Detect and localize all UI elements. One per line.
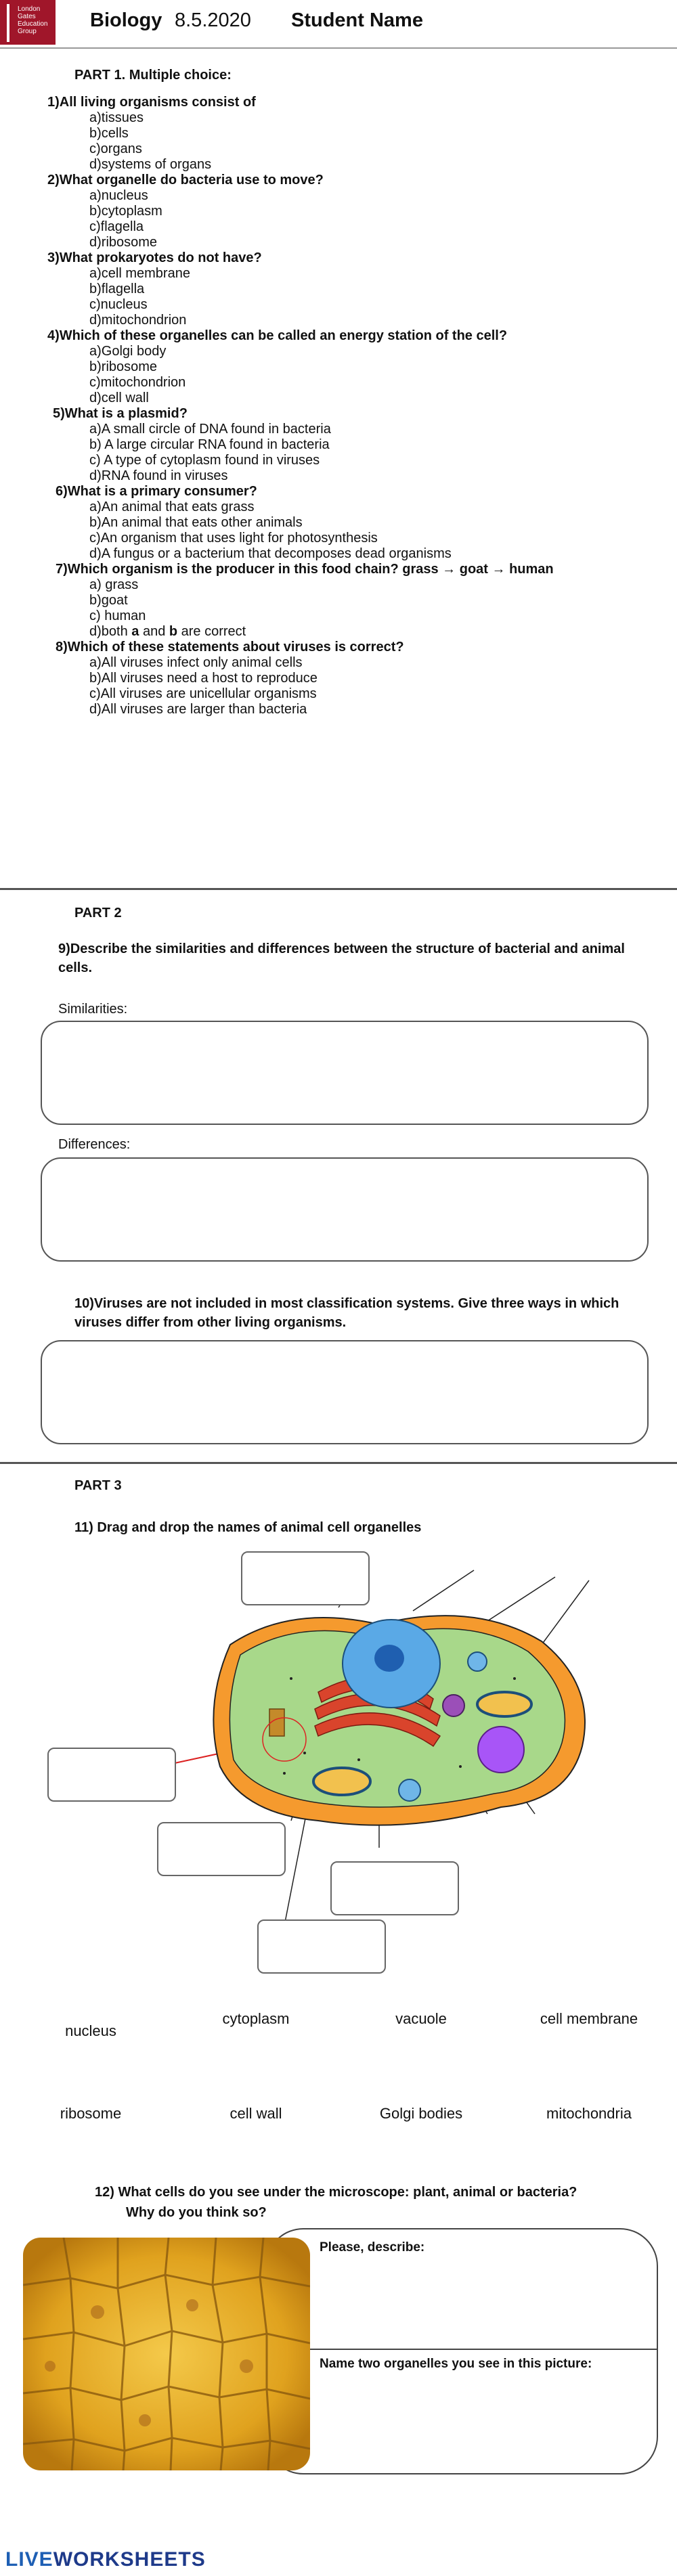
question-11: 11) Drag and drop the names of animal cell organelles (74, 1520, 422, 1535)
option[interactable]: d)All viruses are larger than bacteria (89, 702, 307, 717)
similarities-answer-box[interactable] (41, 1021, 649, 1125)
organelles-answer-field[interactable] (320, 2377, 638, 2458)
draggable-word-cytoplasm[interactable]: cytoplasm (222, 2010, 290, 2027)
describe-answer-field[interactable] (320, 2261, 638, 2342)
brand-part: WORKSHEETS (53, 2548, 206, 2571)
option[interactable]: c)mitochondrion (89, 375, 186, 390)
question-4: 4)Which of these organelles can be called an energy station of the cell? (47, 328, 508, 343)
option-letter: a (131, 624, 139, 639)
option[interactable]: a)All viruses infect only animal cells (89, 655, 303, 670)
option[interactable]: b)cytoplasm (89, 204, 162, 219)
question-12-line-2: Why do you think so? (126, 2205, 267, 2220)
brand-part: LIVE (5, 2548, 53, 2571)
question-5: 5)What is a plasmid? (53, 406, 188, 421)
draggable-word-cell-wall[interactable]: cell wall (230, 2105, 282, 2122)
option[interactable]: b)An animal that eats other animals (89, 515, 303, 530)
option[interactable]: b)ribosome (89, 359, 158, 374)
part3-title: PART 3 (74, 1478, 122, 1493)
option[interactable]: c)organs (89, 141, 142, 156)
student-name-label: Student Name (291, 9, 423, 31)
option[interactable]: c)flagella (89, 219, 144, 234)
question-8: 8)Which of these statements about viruses is correct? (56, 640, 404, 654)
drop-target-box[interactable] (257, 1919, 386, 1974)
draggable-word-nucleus[interactable]: nucleus (65, 2022, 116, 2039)
option[interactable]: c) A type of cytoplasm found in viruses (89, 453, 320, 468)
draggable-word-vacuole[interactable]: vacuole (395, 2010, 447, 2027)
differences-label: Differences: (58, 1137, 131, 1152)
question-3: 3)What prokaryotes do not have? (47, 250, 262, 265)
option[interactable]: c)nucleus (89, 297, 148, 312)
option[interactable] (89, 624, 657, 640)
drop-target-box[interactable] (47, 1748, 176, 1802)
option[interactable]: d)ribosome (89, 235, 158, 250)
option-letter: b (169, 624, 178, 639)
option[interactable]: b)cells (89, 126, 129, 141)
option[interactable]: a)Golgi body (89, 344, 167, 359)
option[interactable]: a)An animal that eats grass (89, 499, 255, 514)
subject-title: Biology (90, 9, 162, 31)
microscope-image (23, 2238, 310, 2470)
question-7: 7)Which organism is the producer in this food chain? grass → goat → human (56, 562, 554, 577)
drop-target-box[interactable] (330, 1861, 459, 1915)
part-divider (0, 1462, 677, 1464)
option[interactable]: a)A small circle of DNA found in bacteria (89, 422, 331, 437)
option[interactable]: b)flagella (89, 282, 145, 296)
option[interactable]: b)goat (89, 593, 128, 608)
option[interactable]: a) grass (89, 577, 139, 592)
draggable-word-mitochondria[interactable]: mitochondria (546, 2105, 632, 2122)
draggable-word-golgi-bodies[interactable]: Golgi bodies (379, 2105, 463, 2122)
drop-target-box[interactable] (157, 1822, 286, 1876)
option[interactable]: a)tissues (89, 110, 144, 125)
option[interactable]: c)An organism that uses light for photosynthesis (89, 531, 378, 546)
question-10: 10)Viruses are not included in most classification systems. Give three ways in which viruses differ from other living organisms. (74, 1296, 619, 1330)
describe-label: Please, describe: (320, 2240, 425, 2255)
part2-title: PART 2 (74, 906, 122, 920)
panel-divider (265, 2349, 658, 2350)
differences-answer-box[interactable] (41, 1157, 649, 1262)
option[interactable]: d)mitochondrion (89, 313, 187, 328)
option[interactable]: b)All viruses need a host to reproduce (89, 671, 318, 686)
option[interactable]: a)nucleus (89, 188, 148, 203)
question-6: 6)What is a primary consumer? (56, 484, 257, 499)
draggable-word-ribosome[interactable]: ribosome (60, 2105, 122, 2122)
multiple-choice-list (47, 95, 657, 717)
similarities-label: Similarities: (58, 1002, 128, 1017)
part-divider (0, 888, 677, 890)
option[interactable]: d)RNA found in viruses (89, 468, 228, 483)
option[interactable]: d)A fungus or a bacterium that decomposes dead organisms (89, 546, 452, 561)
part1-title: PART 1. Multiple choice: (74, 68, 232, 83)
option-text: d)both (89, 624, 132, 639)
date-text: 8.5.2020 (175, 9, 251, 31)
option[interactable]: d)systems of organs (89, 157, 212, 172)
header-divider (0, 47, 677, 49)
question-9: 9)Describe the similarities and differences between the structure of bacterial and animal cells. (58, 941, 625, 975)
option[interactable]: b) A large circular RNA found in bacteria (89, 437, 330, 452)
organelles-label: Name two organelles you see in this picture: (320, 2357, 592, 2371)
question-12: 12) What cells do you see under the microscope: plant, animal or bacteria? (95, 2185, 577, 2200)
option-text: are correct (177, 624, 246, 639)
option-text: and (139, 624, 169, 639)
question-1: 1)All living organisms consist of (47, 95, 256, 110)
logo-mark (7, 4, 9, 42)
logo-text: London Gates Education Group (18, 5, 48, 35)
option[interactable]: a)cell membrane (89, 266, 190, 281)
option[interactable]: d)cell wall (89, 391, 149, 405)
drop-target-box[interactable] (241, 1551, 370, 1605)
viruses-answer-box[interactable] (41, 1340, 649, 1444)
draggable-word-cell-membrane[interactable]: cell membrane (540, 2010, 638, 2027)
liveworksheets-brand (5, 2548, 206, 2571)
option[interactable]: c) human (89, 608, 146, 623)
option[interactable]: c)All viruses are unicellular organisms (89, 686, 317, 701)
question-2: 2)What organelle do bacteria use to move? (47, 173, 324, 187)
